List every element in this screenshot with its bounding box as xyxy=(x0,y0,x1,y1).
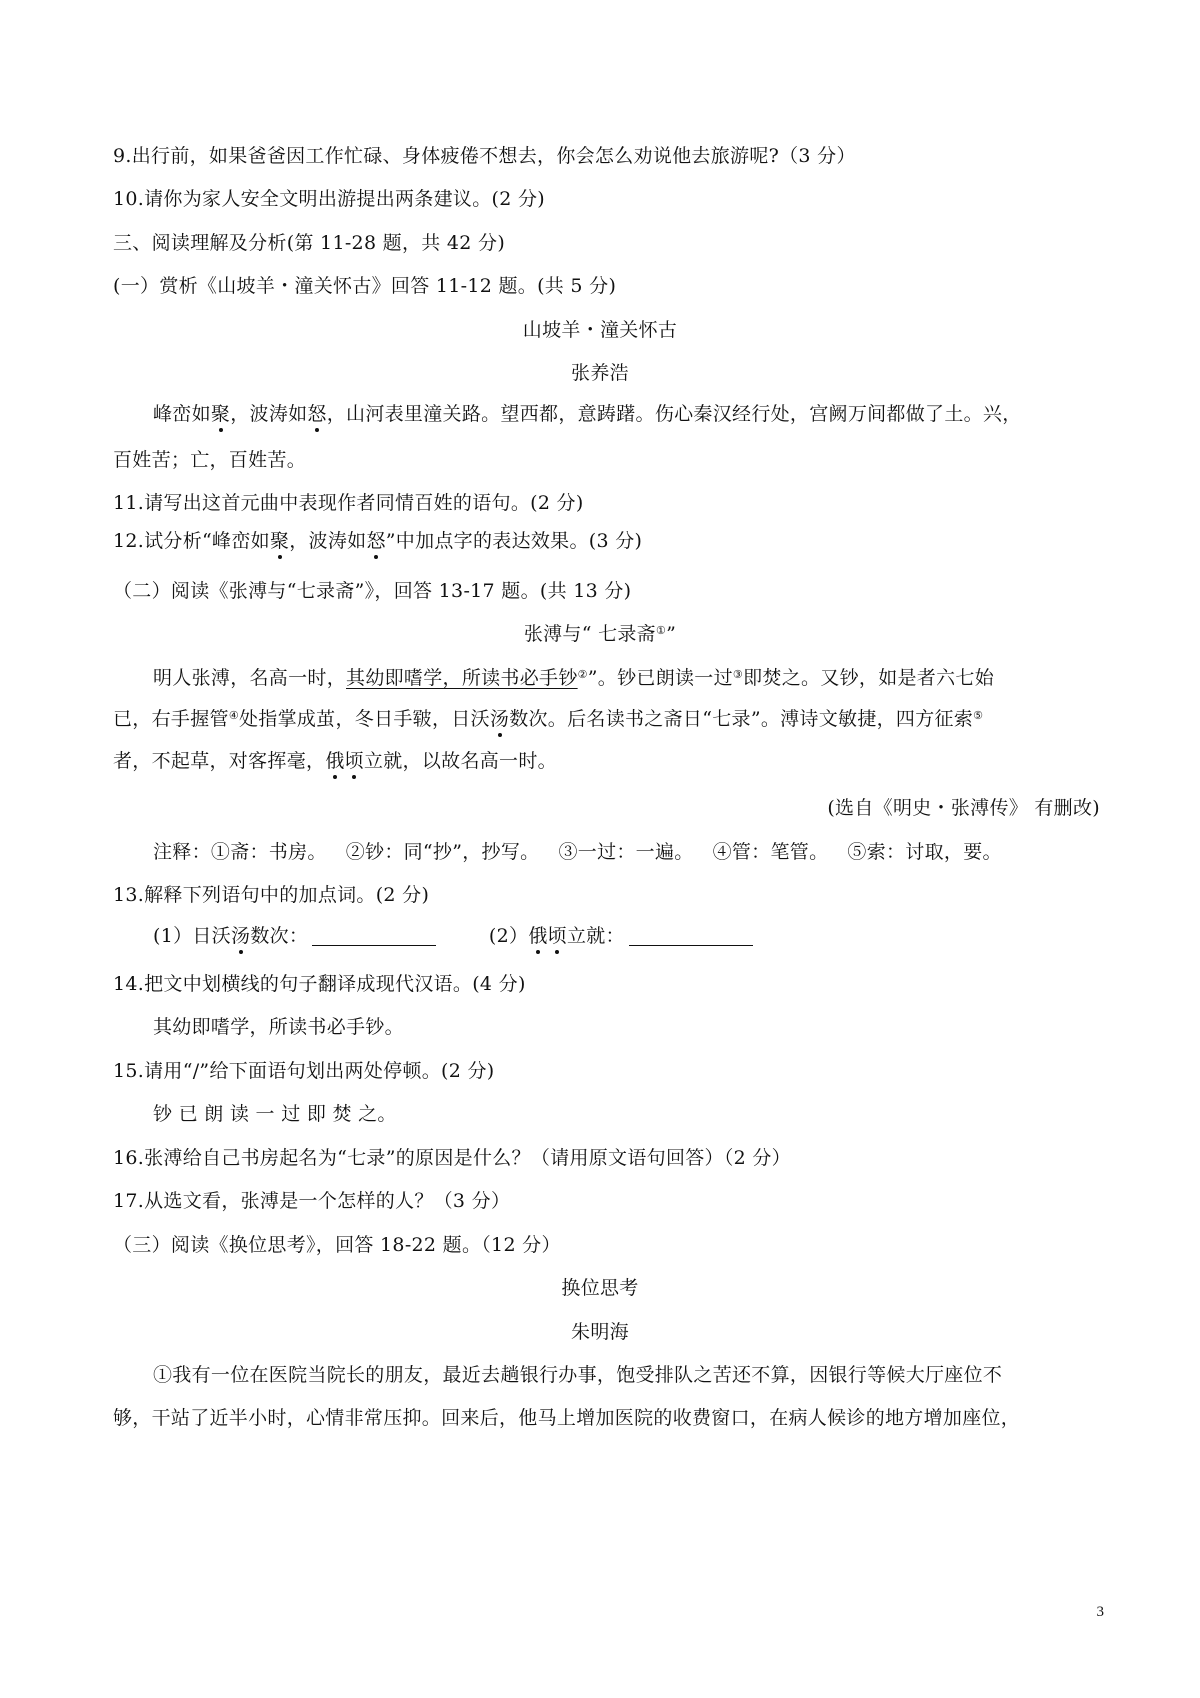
poem-line-2: 百姓苦；亡，百姓苦。 xyxy=(113,449,307,471)
dotted-char: 俄 xyxy=(528,925,548,947)
article-title: 换位思考 xyxy=(561,1277,639,1299)
answer-blank-1[interactable] xyxy=(312,925,436,946)
dotted-char: 俄 xyxy=(325,750,345,772)
dotted-char: 聚 xyxy=(269,530,290,552)
passage-line-2: 已，右手握管④处指掌成茧，冬日手皲，日沃汤数次。后名读书之斋日“七录”。溥诗文敏捷，四方征索⑤ xyxy=(113,708,984,730)
poem-author: 张养浩 xyxy=(571,362,629,384)
question-12: 12.试分析“峰峦如聚，波涛如怒”中加点字的表达效果。(3 分) xyxy=(113,530,643,552)
passage-title: 张溥与“ 七录斋①” xyxy=(523,623,677,645)
answer-blank-2[interactable] xyxy=(629,925,753,946)
question-13-items: (1）日沃汤数次： (2）俄顷立就： xyxy=(153,922,1100,950)
article-paragraph-1: ①我有一位在医院当院长的朋友，最近去趟银行办事，饱受排队之苦还不算，因银行等候大厅座位不 xyxy=(153,1364,1003,1386)
part-3-heading: （三）阅读《换位思考》，回答 18-22 题。（12 分） xyxy=(113,1234,561,1256)
page-number: 3 xyxy=(1096,1604,1104,1620)
question-14: 14.把文中划横线的句子翻译成现代汉语。(4 分) xyxy=(113,973,526,995)
question-17: 17.从选文看，张溥是一个怎样的人？（3 分） xyxy=(113,1190,511,1212)
question-10: 10.请你为家人安全文明出游提出两条建议。(2 分) xyxy=(113,188,545,210)
dotted-char: 顷 xyxy=(344,750,364,772)
section-3-heading: 三、阅读理解及分析(第 11-28 题，共 42 分) xyxy=(113,232,506,254)
passage-line-3: 者，不起草，对客挥毫，俄顷立就，以故名高一时。 xyxy=(113,750,557,772)
article-paragraph-1-cont: 够，干站了近半小时，心情非常压抑。回来后，他马上增加医院的收费窗口，在病人候诊的地方增加座位， xyxy=(113,1407,1021,1429)
dotted-char: 怒 xyxy=(307,403,327,425)
part-2-heading: （二）阅读《张溥与“七录斋”》，回答 13-17 题。(共 13 分) xyxy=(113,580,632,602)
question-15-text: 钞 已 朗 读 一 过 即 焚 之。 xyxy=(153,1103,397,1125)
underlined-sentence: 其幼即嗜学，所读书必手钞 xyxy=(346,667,578,689)
dotted-char: 顷 xyxy=(547,925,567,947)
question-15: 15.请用“/”给下面语句划出两处停顿。(2 分) xyxy=(113,1060,495,1082)
article-author: 朱明海 xyxy=(571,1321,629,1343)
question-13: 13.解释下列语句中的加点词。(2 分) xyxy=(113,884,430,906)
poem-title: 山坡羊・潼关怀古 xyxy=(522,319,678,341)
question-16: 16.张溥给自己书房起名为“七录”的原因是什么？（请用原文语句回答）（2 分） xyxy=(113,1147,791,1169)
dotted-char: 怒 xyxy=(366,530,386,552)
question-14-text: 其幼即嗜学，所读书必手钞。 xyxy=(153,1016,404,1038)
dotted-char: 聚 xyxy=(210,403,231,425)
dotted-char: 汤 xyxy=(489,708,510,730)
question-11: 11.请写出这首元曲中表现作者同情百姓的语句。(2 分) xyxy=(113,492,584,514)
question-9: 9.出行前，如果爸爸因工作忙碌、身体疲倦不想去，你会怎么劝说他去旅游呢?（3 分） xyxy=(113,145,856,167)
poem-line-1: 峰峦如聚，波涛如怒，山河表里潼关路。望西都，意踌躇。伤心秦汉经行处，宫阙万间都做了土。兴， xyxy=(153,403,1022,425)
part-1-heading: (一）赏析《山坡羊・潼关怀古》回答 11-12 题。(共 5 分) xyxy=(113,275,617,297)
dotted-char: 汤 xyxy=(231,925,251,947)
passage-line-1: 明人张溥，名高一时，其幼即嗜学，所读书必手钞②”。钞已朗读一过③即焚之。又钞，如是者六七始 xyxy=(153,667,994,689)
passage-source: (选自《明史・张溥传》 有删改) xyxy=(827,797,1100,819)
passage-notes: 注释：①斋：书房。 ②钞：同“抄”，抄写。 ③一过：一遍。 ④管：笔管。 ⑤索：讨取，要。 xyxy=(153,841,1002,863)
